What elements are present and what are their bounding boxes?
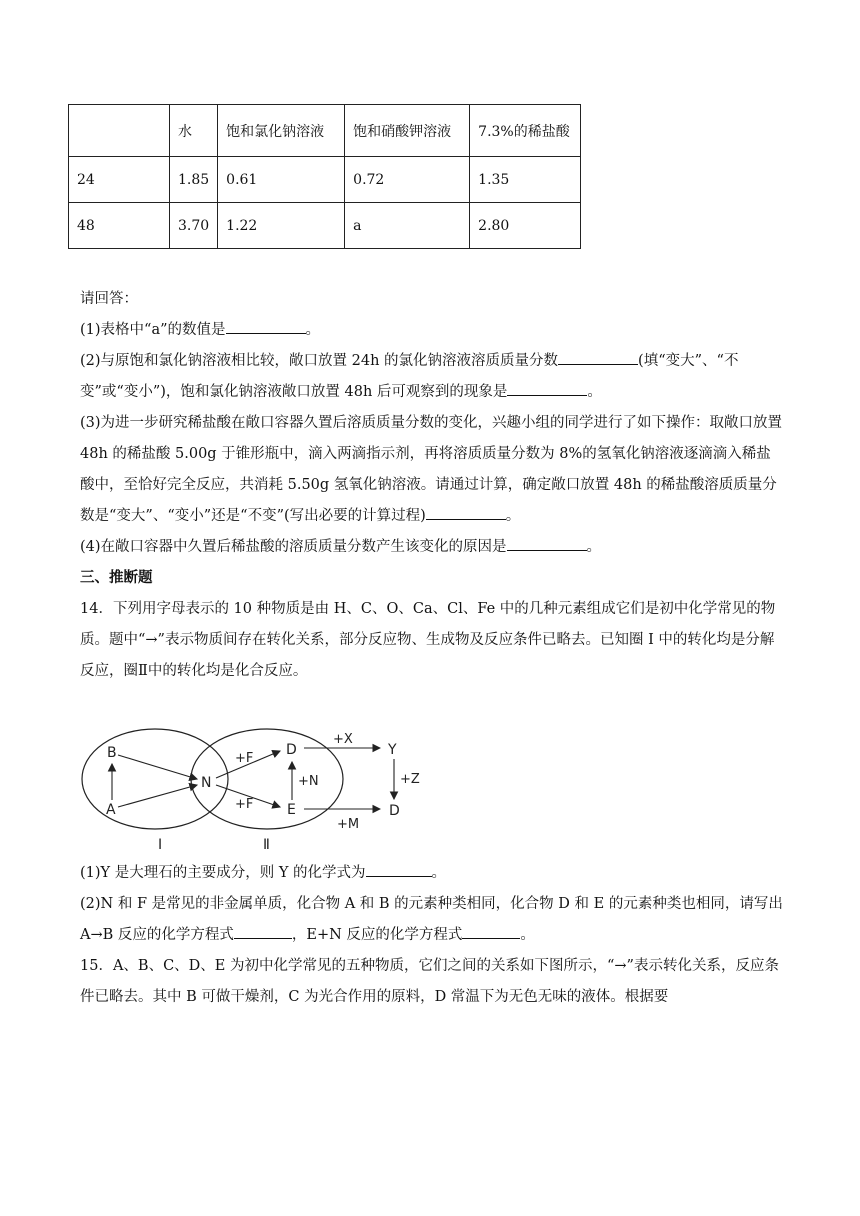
question-part-1 <box>80 315 784 346</box>
table-cell: 1.85 <box>170 157 218 203</box>
question-text: (2)N 和 F 是常见的非金属单质，化合物 A 和 B 的元素种类相同，化合物 D 和 E 的元素种类也相同，请写出 A→B 反应的化学方程式 <box>80 896 783 943</box>
question-15-stem: 15．A、B、C、D、E 为初中化学常见的五种物质，它们之间的关系如下图所示，“→”表示转化关系，反应条件已略去。其中 B 可做干燥剂，C 为光合作用的原料，D 常温下为无色无味的液体。根据要 <box>80 958 779 1005</box>
node-y: Y <box>388 742 397 758</box>
question-part-3 <box>80 408 784 532</box>
table-row <box>69 203 581 249</box>
node-b: B <box>107 745 117 761</box>
section-title: 三、推断题 <box>80 570 153 586</box>
table-cell: 0.61 <box>218 157 345 203</box>
question-part-2 <box>80 889 784 951</box>
question-text: 。 <box>505 508 521 524</box>
question-text: (2)与原饱和氯化钠溶液相比较，敞口放置 24h 的氯化钠溶液溶质质量分数 <box>80 353 559 369</box>
table-cell: 1.35 <box>470 157 581 203</box>
table-cell: 7.3%的稀盐酸 <box>470 105 581 157</box>
circle-label-two: Ⅱ <box>263 837 270 852</box>
table-cell: 饱和氯化钠溶液 <box>218 105 345 157</box>
table-cell <box>69 105 170 157</box>
label-plus-z: +Z <box>400 772 420 787</box>
circle-label-one: I <box>158 837 163 852</box>
arrow-a-to-n <box>118 785 197 807</box>
question-text: (1)Y 是大理石的主要成分，则 Y 的化学式为 <box>80 865 366 881</box>
question-text: (填“变大”、“不变”或“变小”)，饱和氯化钠溶液敞口放置 48h 后可观察到的现象是 <box>80 353 739 400</box>
question-13-parts <box>80 284 784 687</box>
answer-blank[interactable] <box>558 350 638 365</box>
question-14-parts <box>80 858 784 1013</box>
question-text: (1)表格中“a”的数值是 <box>80 322 226 338</box>
table-header-row <box>69 105 581 157</box>
node-d-right: D <box>389 803 400 819</box>
node-e: E <box>287 802 296 818</box>
table-cell: 1.22 <box>218 203 345 249</box>
label-plus-x: +X <box>333 732 353 747</box>
question-14-stem: 14．下列用字母表示的 10 种物质是由 H、C、O、Ca、Cl、Fe 中的几种元素组成它们是初中化学常见的物质。题中“→”表示物质间存在转化关系，部分反应物、生成物及反应条件已略去。已知圈 I 中的转化均是分解反应，圈Ⅱ中的转化均是化合反应。 <box>80 601 776 679</box>
answer-blank[interactable] <box>234 924 292 939</box>
node-d: D <box>286 742 297 758</box>
question-text: ，E+N 反应的化学方程式 <box>291 927 463 943</box>
data-table <box>68 104 581 249</box>
question-text: (4)在敞口容器中久置后稀盐酸的溶质质量分数产生该变化的原因是 <box>80 539 507 555</box>
question-part-2 <box>80 346 784 408</box>
answer-blank[interactable] <box>462 924 520 939</box>
question-text: 。 <box>431 865 447 881</box>
table-row <box>69 157 581 203</box>
node-n: N <box>201 775 212 791</box>
label-plus-m: +M <box>337 817 360 832</box>
question-text: 。 <box>587 384 602 400</box>
question-text: 。 <box>305 322 321 338</box>
question-part-4 <box>80 532 784 563</box>
arrow-b-to-n <box>118 755 197 779</box>
answer-blank[interactable] <box>507 381 587 396</box>
answer-blank[interactable] <box>426 505 506 520</box>
table-cell: 饱和硝酸钾溶液 <box>345 105 470 157</box>
answer-prompt: 请回答： <box>80 291 138 307</box>
answer-blank[interactable] <box>507 536 587 551</box>
question-text: 。 <box>520 927 535 943</box>
table-cell: 3.70 <box>170 203 218 249</box>
table-cell: a <box>345 203 470 249</box>
table-cell: 48 <box>69 203 170 249</box>
question-text: 。 <box>586 539 602 555</box>
answer-blank[interactable] <box>366 862 432 877</box>
circle-two <box>191 729 343 829</box>
table-cell: 24 <box>69 157 170 203</box>
label-plus-f-bottom: +F <box>235 797 254 812</box>
label-plus-n: +N <box>298 774 319 789</box>
table-cell: 2.80 <box>470 203 581 249</box>
node-a: A <box>106 802 116 818</box>
question-text: (3)为进一步研究稀盐酸在敞口容器久置后溶质质量分数的变化，兴趣小组的同学进行了如下操作：取敞口放置 48h 的稀盐酸 5.00g 于锥形瓶中，滴入两滴指示剂，再将溶质质量分数为 8%的氢氧化钠溶液逐滴滴入稀盐酸中，至恰好完全反应，共消耗 5.50g 氢氧化钠溶液。请通过计算，确定敞口放置 48h 的稀盐酸溶质质量分数是“变大”、“变小”还是“不变”(写出必要的计算过程) <box>80 415 783 524</box>
question-part-1 <box>80 858 784 889</box>
conversion-diagram <box>80 727 420 852</box>
table-cell: 0.72 <box>345 157 470 203</box>
answer-blank[interactable] <box>226 319 306 334</box>
table-cell: 水 <box>170 105 218 157</box>
label-plus-f-top: +F <box>235 751 254 766</box>
